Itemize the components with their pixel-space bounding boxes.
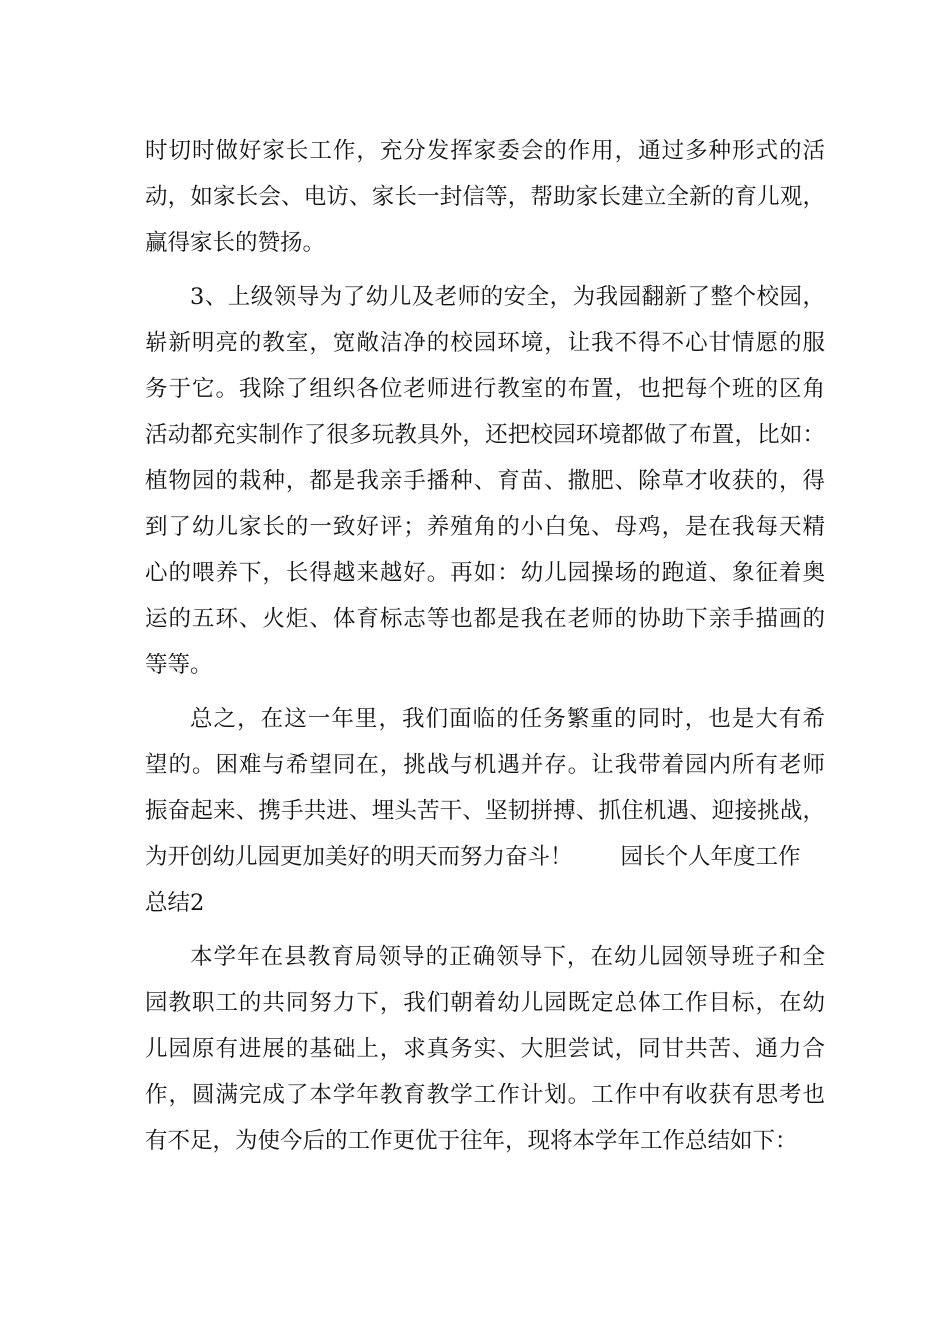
text-line: 务于它。我除了组织各位老师进行教室的布置，也把每个班的区角 (145, 376, 825, 402)
text-line: 活动都充实制作了很多玩教具外，还把校园环境都做了布置，比如： (145, 422, 825, 448)
text-line: 等等。 (145, 652, 213, 678)
text-line: 作，圆满完成了本学年教育教学工作计划。工作中有收获有思考也 (145, 1082, 825, 1108)
text-line (145, 834, 825, 880)
text-line: 儿园原有进展的基础上，求真务实、大胆尝试，同甘共苦、通力合 (145, 1036, 825, 1062)
text-line: 振奋起来、携手共进、埋头苦干、坚韧拼搏、抓住机遇、迎接挑战， (145, 798, 825, 824)
text-line: 有不足，为使今后的工作更优于往年，现将本学年工作总结如下： (145, 1128, 798, 1154)
text-line: 到了幼儿家长的一致好评；养殖角的小白兔、母鸡，是在我每天精 (145, 514, 825, 540)
text-line: 心的喂养下，长得越来越好。再如：幼儿园操场的跑道、象征着奥 (145, 560, 825, 586)
closing-sentence: 为开创幼儿园更加美好的明天而努力奋斗！ (145, 844, 573, 870)
text-line: 望的。困难与希望同在，挑战与机遇并存。让我带着园内所有老师 (145, 752, 825, 778)
section-heading: 园长个人年度工作 (620, 844, 801, 870)
text-line: 动，如家长会、电访、家长一封信等，帮助家长建立全新的育儿观， (145, 184, 825, 210)
text-line: 崭新明亮的教室，宽敞洁净的校园环境，让我不得不心甘情愿的服 (145, 330, 825, 356)
text-line: 3、上级领导为了幼儿及老师的安全，为我园翻新了整个校园， (190, 284, 825, 310)
text-line: 本学年在县教育局领导的正确领导下，在幼儿园领导班子和全 (190, 944, 825, 970)
section-heading-continued: 总结2 (145, 890, 205, 916)
text-line: 总之，在这一年里，我们面临的任务繁重的同时，也是大有希 (190, 706, 825, 732)
text-line: 植物园的栽种，都是我亲手播种、育苗、撒肥、除草才收获的，得 (145, 468, 825, 494)
document-body (145, 128, 825, 1164)
text-line: 赢得家长的赞扬。 (145, 230, 326, 256)
text-line: 时切时做好家长工作，充分发挥家委会的作用，通过多种形式的活 (145, 138, 825, 164)
text-line: 园教职工的共同努力下，我们朝着幼儿园既定总体工作目标，在幼 (145, 990, 825, 1016)
text-line: 运的五环、火炬、体育标志等也都是我在老师的协助下亲手描画的 (145, 606, 825, 632)
